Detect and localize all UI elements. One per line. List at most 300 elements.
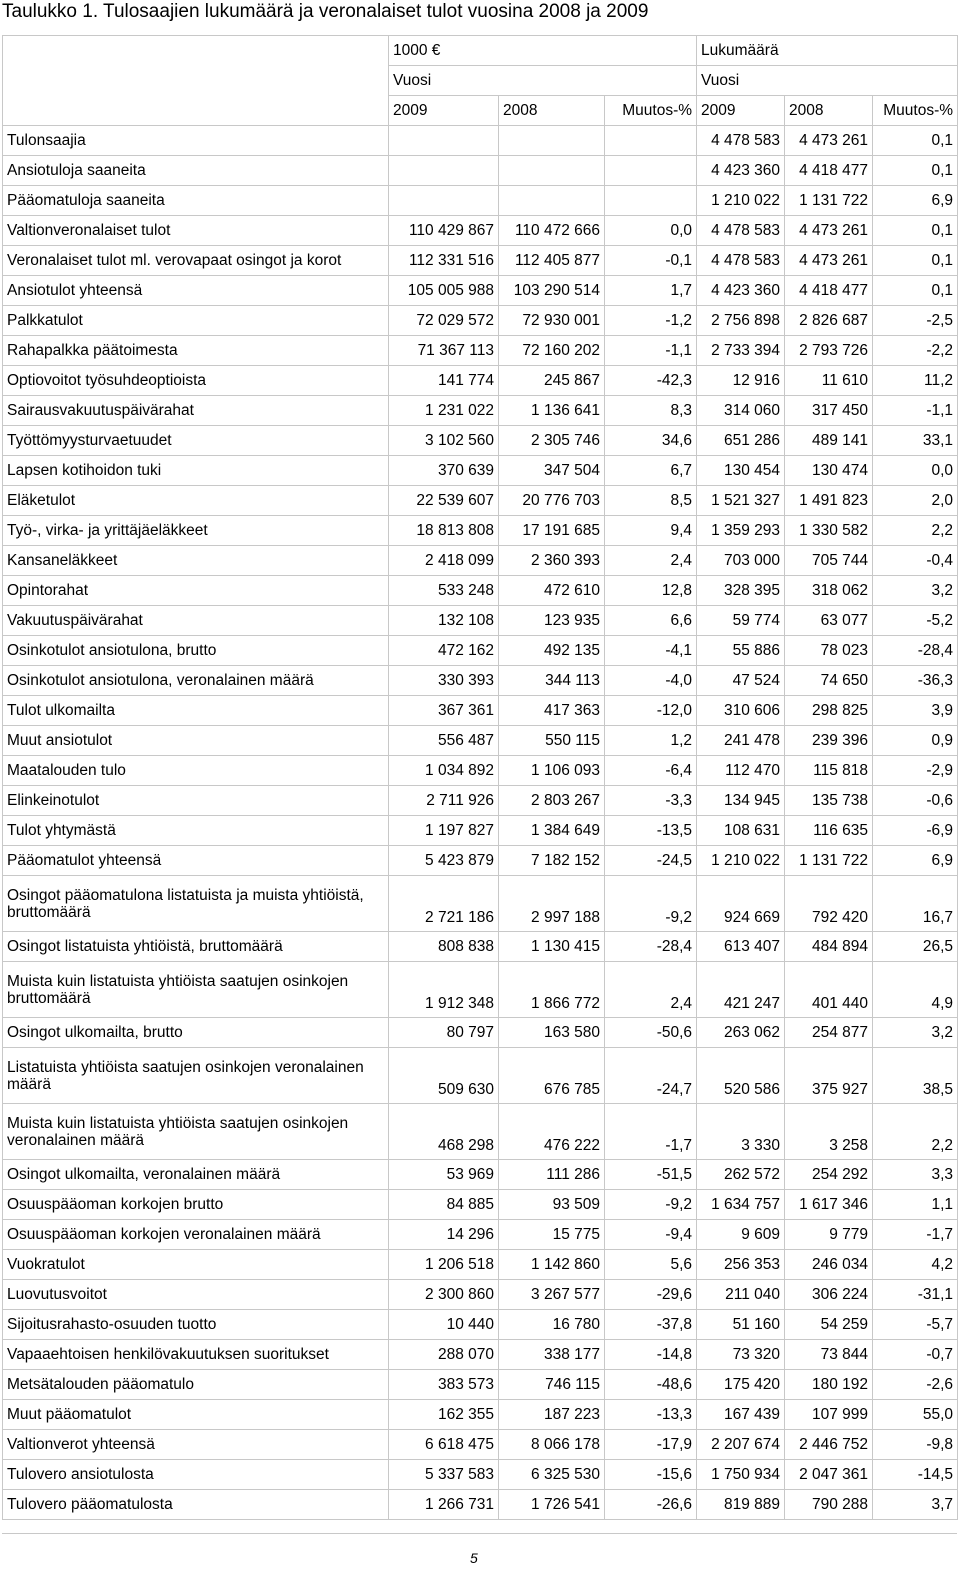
cell-euros-2009: [389, 186, 499, 216]
cell-euros-2008: 2 305 746: [499, 426, 605, 456]
cell-count-2009: 314 060: [697, 396, 785, 426]
cell-count-2009: 59 774: [697, 606, 785, 636]
row-label: Pääomatuloja saaneita: [3, 186, 389, 216]
table-row: [3, 246, 958, 276]
cell-count-2009: 421 247: [697, 962, 785, 1018]
cell-euros-2009: 22 539 607: [389, 486, 499, 516]
cell-euros-change: 0,0: [605, 216, 697, 246]
cell-count-2008: 375 927: [785, 1048, 873, 1104]
cell-euros-change: -1,2: [605, 306, 697, 336]
table-row: [3, 1400, 958, 1430]
cell-count-change: 3,9: [873, 696, 958, 726]
cell-count-change: -9,8: [873, 1430, 958, 1460]
cell-count-2009: 1 521 327: [697, 486, 785, 516]
cell-euros-2008: 492 135: [499, 636, 605, 666]
cell-euros-change: -24,7: [605, 1048, 697, 1104]
table-row: [3, 1104, 958, 1160]
cell-count-2008: 318 062: [785, 576, 873, 606]
cell-euros-2009: [389, 156, 499, 186]
cell-euros-change: -28,4: [605, 932, 697, 962]
table-row: [3, 546, 958, 576]
cell-count-2008: 790 288: [785, 1490, 873, 1520]
cell-count-change: 0,1: [873, 246, 958, 276]
table-row: [3, 306, 958, 336]
statistics-table: [2, 35, 958, 1520]
cell-euros-change: [605, 186, 697, 216]
row-label: Tulonsaajia: [3, 126, 389, 156]
cell-count-2009: 112 470: [697, 756, 785, 786]
table-row: [3, 696, 958, 726]
row-label: Muut pääomatulot: [3, 1400, 389, 1430]
table-row: [3, 216, 958, 246]
cell-euros-change: -13,5: [605, 816, 697, 846]
cell-count-change: 0,0: [873, 456, 958, 486]
cell-count-2009: 328 395: [697, 576, 785, 606]
cell-euros-change: [605, 156, 697, 186]
cell-euros-change: 8,3: [605, 396, 697, 426]
col-header-2009-euros: 2009: [389, 96, 499, 126]
cell-count-change: 4,2: [873, 1250, 958, 1280]
cell-count-2009: 241 478: [697, 726, 785, 756]
cell-count-2008: 489 141: [785, 426, 873, 456]
col-header-change-euros: Muutos-%: [605, 96, 697, 126]
cell-euros-2008: 16 780: [499, 1310, 605, 1340]
cell-count-change: -1,7: [873, 1220, 958, 1250]
cell-euros-change: -1,1: [605, 336, 697, 366]
col-header-2008-count: 2008: [785, 96, 873, 126]
table-row: [3, 666, 958, 696]
cell-euros-2009: 141 774: [389, 366, 499, 396]
cell-euros-2008: 17 191 685: [499, 516, 605, 546]
cell-euros-change: -26,6: [605, 1490, 697, 1520]
row-label: Tulovero ansiotulosta: [3, 1460, 389, 1490]
cell-euros-2009: 367 361: [389, 696, 499, 726]
cell-count-2008: 54 259: [785, 1310, 873, 1340]
cell-count-change: 2,2: [873, 1104, 958, 1160]
cell-count-2009: 3 330: [697, 1104, 785, 1160]
cell-count-change: 0,1: [873, 126, 958, 156]
cell-count-change: -1,1: [873, 396, 958, 426]
cell-euros-2008: 110 472 666: [499, 216, 605, 246]
cell-euros-2008: 1 384 649: [499, 816, 605, 846]
cell-count-change: 3,2: [873, 1018, 958, 1048]
cell-count-2009: 4 478 583: [697, 126, 785, 156]
table-row: [3, 276, 958, 306]
cell-count-2009: 1 634 757: [697, 1190, 785, 1220]
cell-euros-2009: 330 393: [389, 666, 499, 696]
cell-euros-change: 12,8: [605, 576, 697, 606]
cell-count-2009: 613 407: [697, 932, 785, 962]
header-year-label-count: Vuosi: [697, 66, 958, 96]
cell-euros-2008: 417 363: [499, 696, 605, 726]
cell-euros-2009: 72 029 572: [389, 306, 499, 336]
cell-euros-2009: 5 337 583: [389, 1460, 499, 1490]
table-row: [3, 816, 958, 846]
table-row: [3, 1370, 958, 1400]
cell-euros-change: 2,4: [605, 962, 697, 1018]
table-row: [3, 1490, 958, 1520]
cell-count-change: 26,5: [873, 932, 958, 962]
cell-count-2008: 4 473 261: [785, 216, 873, 246]
row-label: Valtionveronalaiset tulot: [3, 216, 389, 246]
cell-count-change: 6,9: [873, 186, 958, 216]
table-row: [3, 1460, 958, 1490]
row-label: Luovutusvoitot: [3, 1280, 389, 1310]
table-row: [3, 426, 958, 456]
table-row: [3, 1310, 958, 1340]
cell-count-change: -28,4: [873, 636, 958, 666]
row-label: Ansiotulot yhteensä: [3, 276, 389, 306]
cell-euros-2008: 1 866 772: [499, 962, 605, 1018]
cell-euros-change: -15,6: [605, 1460, 697, 1490]
cell-count-change: -2,2: [873, 336, 958, 366]
row-label: Tulot ulkomailta: [3, 696, 389, 726]
cell-euros-change: -24,5: [605, 846, 697, 876]
cell-euros-2008: 2 997 188: [499, 876, 605, 932]
cell-euros-2009: 472 162: [389, 636, 499, 666]
row-label: Elinkeinotulot: [3, 786, 389, 816]
cell-count-2009: 4 423 360: [697, 276, 785, 306]
cell-count-2009: 256 353: [697, 1250, 785, 1280]
cell-count-2008: 1 617 346: [785, 1190, 873, 1220]
cell-count-2009: 2 756 898: [697, 306, 785, 336]
cell-euros-2008: 187 223: [499, 1400, 605, 1430]
cell-count-change: 38,5: [873, 1048, 958, 1104]
row-label: Työttömyysturvaetuudet: [3, 426, 389, 456]
cell-euros-2008: 72 160 202: [499, 336, 605, 366]
cell-euros-2009: 112 331 516: [389, 246, 499, 276]
row-label: Rahapalkka päätoimesta: [3, 336, 389, 366]
cell-count-change: -2,6: [873, 1370, 958, 1400]
page-number: 5: [470, 1550, 478, 1566]
row-label: Sairausvakuutuspäivärahat: [3, 396, 389, 426]
row-label: Lapsen kotihoidon tuki: [3, 456, 389, 486]
table-row: [3, 636, 958, 666]
cell-count-2008: 78 023: [785, 636, 873, 666]
cell-euros-2009: 84 885: [389, 1190, 499, 1220]
cell-count-2009: 211 040: [697, 1280, 785, 1310]
cell-euros-2009: 808 838: [389, 932, 499, 962]
cell-count-change: -0,4: [873, 546, 958, 576]
cell-euros-2009: 468 298: [389, 1104, 499, 1160]
cell-count-change: -5,2: [873, 606, 958, 636]
cell-euros-2009: 105 005 988: [389, 276, 499, 306]
cell-count-2009: 47 524: [697, 666, 785, 696]
cell-count-change: 3,7: [873, 1490, 958, 1520]
row-label: Muut ansiotulot: [3, 726, 389, 756]
table-row: [3, 456, 958, 486]
header-row-units: [3, 36, 958, 66]
col-header-change-count: Muutos-%: [873, 96, 958, 126]
cell-euros-2009: 509 630: [389, 1048, 499, 1104]
row-label: Metsätalouden pääomatulo: [3, 1370, 389, 1400]
cell-euros-2009: [389, 126, 499, 156]
cell-euros-2009: 1 266 731: [389, 1490, 499, 1520]
col-header-2009-count: 2009: [697, 96, 785, 126]
cell-count-change: 33,1: [873, 426, 958, 456]
cell-count-2009: 130 454: [697, 456, 785, 486]
cell-count-2009: 108 631: [697, 816, 785, 846]
cell-euros-2009: 14 296: [389, 1220, 499, 1250]
table-row: [3, 1280, 958, 1310]
cell-count-2009: 1 750 934: [697, 1460, 785, 1490]
row-label: Osuuspääoman korkojen veronalainen määrä: [3, 1220, 389, 1250]
table-row: [3, 1018, 958, 1048]
table-row: [3, 336, 958, 366]
cell-euros-2008: 746 115: [499, 1370, 605, 1400]
cell-euros-change: -48,6: [605, 1370, 697, 1400]
cell-count-2008: 9 779: [785, 1220, 873, 1250]
cell-count-2008: 130 474: [785, 456, 873, 486]
cell-count-2008: 239 396: [785, 726, 873, 756]
cell-count-2008: 1 330 582: [785, 516, 873, 546]
cell-count-change: -5,7: [873, 1310, 958, 1340]
row-label: Vakuutuspäivärahat: [3, 606, 389, 636]
cell-count-change: 1,1: [873, 1190, 958, 1220]
cell-count-2008: 63 077: [785, 606, 873, 636]
header-empty-cell: [3, 36, 389, 126]
cell-count-2008: 4 418 477: [785, 276, 873, 306]
cell-count-change: -6,9: [873, 816, 958, 846]
cell-euros-2008: 112 405 877: [499, 246, 605, 276]
row-label: Maatalouden tulo: [3, 756, 389, 786]
cell-count-change: 16,7: [873, 876, 958, 932]
cell-count-2009: 310 606: [697, 696, 785, 726]
cell-euros-2008: 1 130 415: [499, 932, 605, 962]
cell-euros-change: -51,5: [605, 1160, 697, 1190]
cell-euros-2009: 110 429 867: [389, 216, 499, 246]
row-label: Kansaneläkkeet: [3, 546, 389, 576]
cell-count-2009: 1 210 022: [697, 186, 785, 216]
table-row: [3, 786, 958, 816]
cell-count-2008: 792 420: [785, 876, 873, 932]
row-label: Osuuspääoman korkojen brutto: [3, 1190, 389, 1220]
cell-count-2008: 1 131 722: [785, 846, 873, 876]
table-row: [3, 1340, 958, 1370]
cell-count-change: 3,2: [873, 576, 958, 606]
cell-count-2009: 2 733 394: [697, 336, 785, 366]
cell-count-change: -2,5: [873, 306, 958, 336]
cell-euros-2009: 3 102 560: [389, 426, 499, 456]
cell-count-2008: 2 446 752: [785, 1430, 873, 1460]
table-row: [3, 1160, 958, 1190]
table-row: [3, 396, 958, 426]
cell-count-2009: 924 669: [697, 876, 785, 932]
cell-count-change: 6,9: [873, 846, 958, 876]
cell-euros-2009: 556 487: [389, 726, 499, 756]
cell-euros-change: -37,8: [605, 1310, 697, 1340]
cell-count-2009: 703 000: [697, 546, 785, 576]
cell-euros-change: -4,1: [605, 636, 697, 666]
cell-euros-2009: 2 711 926: [389, 786, 499, 816]
row-label: Pääomatulot yhteensä: [3, 846, 389, 876]
cell-euros-2008: 93 509: [499, 1190, 605, 1220]
cell-euros-2008: 344 113: [499, 666, 605, 696]
cell-euros-2009: 533 248: [389, 576, 499, 606]
cell-count-2008: 73 844: [785, 1340, 873, 1370]
cell-count-change: 2,2: [873, 516, 958, 546]
cell-euros-change: 1,7: [605, 276, 697, 306]
cell-euros-2008: 472 610: [499, 576, 605, 606]
cell-euros-2009: 162 355: [389, 1400, 499, 1430]
cell-euros-2009: 1 197 827: [389, 816, 499, 846]
cell-euros-change: -3,3: [605, 786, 697, 816]
cell-count-2009: 175 420: [697, 1370, 785, 1400]
cell-euros-2009: 2 300 860: [389, 1280, 499, 1310]
cell-euros-2008: 103 290 514: [499, 276, 605, 306]
row-label: Osinkotulot ansiotulona, brutto: [3, 636, 389, 666]
cell-euros-change: [605, 126, 697, 156]
cell-count-2008: 2 047 361: [785, 1460, 873, 1490]
cell-euros-2009: 132 108: [389, 606, 499, 636]
cell-euros-change: 6,6: [605, 606, 697, 636]
cell-euros-2009: 1 206 518: [389, 1250, 499, 1280]
cell-count-2008: 2 826 687: [785, 306, 873, 336]
table-row: [3, 516, 958, 546]
cell-euros-change: -6,4: [605, 756, 697, 786]
table-row: [3, 1048, 958, 1104]
row-label: Vuokratulot: [3, 1250, 389, 1280]
cell-euros-2008: 123 935: [499, 606, 605, 636]
cell-euros-2009: 6 618 475: [389, 1430, 499, 1460]
table-row: [3, 186, 958, 216]
table-row: [3, 756, 958, 786]
cell-count-change: 11,2: [873, 366, 958, 396]
footer-divider: [2, 1533, 957, 1534]
cell-euros-2009: 383 573: [389, 1370, 499, 1400]
cell-count-2008: 135 738: [785, 786, 873, 816]
cell-euros-change: -42,3: [605, 366, 697, 396]
cell-count-change: -0,6: [873, 786, 958, 816]
table-row: [3, 1190, 958, 1220]
cell-count-change: -0,7: [873, 1340, 958, 1370]
table-row: [3, 1250, 958, 1280]
cell-count-2009: 2 207 674: [697, 1430, 785, 1460]
row-label: Opintorahat: [3, 576, 389, 606]
cell-count-2009: 134 945: [697, 786, 785, 816]
cell-count-change: 3,3: [873, 1160, 958, 1190]
cell-count-change: 4,9: [873, 962, 958, 1018]
cell-euros-change: 8,5: [605, 486, 697, 516]
cell-euros-change: -14,8: [605, 1340, 697, 1370]
cell-count-2009: 1 359 293: [697, 516, 785, 546]
cell-euros-2008: 2 360 393: [499, 546, 605, 576]
table-row: [3, 486, 958, 516]
cell-count-2009: 4 478 583: [697, 246, 785, 276]
cell-count-2009: 167 439: [697, 1400, 785, 1430]
row-label: Listatuista yhtiöista saatujen osinkojen veronalainen määrä: [3, 1048, 389, 1104]
cell-count-2008: 306 224: [785, 1280, 873, 1310]
cell-euros-2008: 3 267 577: [499, 1280, 605, 1310]
cell-euros-change: -9,2: [605, 876, 697, 932]
cell-euros-2008: 476 222: [499, 1104, 605, 1160]
header-year-label-euros: Vuosi: [389, 66, 697, 96]
cell-count-2009: 1 210 022: [697, 846, 785, 876]
row-label: Työ-, virka- ja yrittäjäeläkkeet: [3, 516, 389, 546]
cell-count-2009: 819 889: [697, 1490, 785, 1520]
cell-count-2009: 651 286: [697, 426, 785, 456]
table-row: [3, 366, 958, 396]
table-row: [3, 576, 958, 606]
cell-euros-2009: 370 639: [389, 456, 499, 486]
cell-count-2008: 254 292: [785, 1160, 873, 1190]
cell-euros-change: -1,7: [605, 1104, 697, 1160]
row-label: Veronalaiset tulot ml. verovapaat osingot ja korot: [3, 246, 389, 276]
cell-count-change: 0,1: [873, 276, 958, 306]
cell-euros-2009: 80 797: [389, 1018, 499, 1048]
row-label: Tulovero pääomatulosta: [3, 1490, 389, 1520]
cell-count-2009: 520 586: [697, 1048, 785, 1104]
cell-euros-2009: 5 423 879: [389, 846, 499, 876]
row-label: Optiovoitot työsuhdeoptioista: [3, 366, 389, 396]
cell-euros-2008: 6 325 530: [499, 1460, 605, 1490]
table-row: [3, 1220, 958, 1250]
cell-euros-2009: 10 440: [389, 1310, 499, 1340]
cell-euros-change: -29,6: [605, 1280, 697, 1310]
cell-count-2008: 484 894: [785, 932, 873, 962]
cell-euros-2008: 338 177: [499, 1340, 605, 1370]
cell-count-2008: 401 440: [785, 962, 873, 1018]
table-row: [3, 846, 958, 876]
cell-euros-2008: 163 580: [499, 1018, 605, 1048]
table-row: [3, 876, 958, 932]
cell-count-change: 55,0: [873, 1400, 958, 1430]
cell-count-2009: 73 320: [697, 1340, 785, 1370]
table-row: [3, 962, 958, 1018]
cell-count-2008: 11 610: [785, 366, 873, 396]
header-group-count: Lukumäärä: [697, 36, 958, 66]
cell-euros-change: -9,2: [605, 1190, 697, 1220]
cell-count-2008: 317 450: [785, 396, 873, 426]
cell-euros-change: 34,6: [605, 426, 697, 456]
cell-count-2009: 12 916: [697, 366, 785, 396]
cell-euros-2009: 2 721 186: [389, 876, 499, 932]
cell-count-2008: 180 192: [785, 1370, 873, 1400]
cell-euros-2008: 20 776 703: [499, 486, 605, 516]
cell-euros-2009: 288 070: [389, 1340, 499, 1370]
row-label: Muista kuin listatuista yhtiöista saatujen osinkojen veronalainen määrä: [3, 1104, 389, 1160]
cell-euros-2009: 1 912 348: [389, 962, 499, 1018]
cell-euros-change: 5,6: [605, 1250, 697, 1280]
cell-euros-change: -0,1: [605, 246, 697, 276]
row-label: Osingot ulkomailta, veronalainen määrä: [3, 1160, 389, 1190]
cell-euros-2008: 1 106 093: [499, 756, 605, 786]
cell-euros-change: -12,0: [605, 696, 697, 726]
cell-count-2008: 3 258: [785, 1104, 873, 1160]
row-label: Palkkatulot: [3, 306, 389, 336]
cell-euros-2008: 676 785: [499, 1048, 605, 1104]
cell-count-2008: 1 491 823: [785, 486, 873, 516]
cell-count-2008: 2 793 726: [785, 336, 873, 366]
cell-count-change: 0,9: [873, 726, 958, 756]
cell-euros-change: 9,4: [605, 516, 697, 546]
table-row: [3, 726, 958, 756]
cell-count-2008: 4 473 261: [785, 246, 873, 276]
cell-count-2009: 262 572: [697, 1160, 785, 1190]
cell-count-change: -36,3: [873, 666, 958, 696]
table-row: [3, 932, 958, 962]
cell-euros-2008: [499, 126, 605, 156]
table-row: [3, 156, 958, 186]
cell-count-change: 0,1: [873, 216, 958, 246]
row-label: Osingot ulkomailta, brutto: [3, 1018, 389, 1048]
cell-count-change: -2,9: [873, 756, 958, 786]
cell-count-2008: 4 473 261: [785, 126, 873, 156]
row-label: Osingot pääomatulona listatuista ja muista yhtiöistä, bruttomäärä: [3, 876, 389, 932]
row-label: Sijoitusrahasto-osuuden tuotto: [3, 1310, 389, 1340]
cell-euros-2009: 1 231 022: [389, 396, 499, 426]
cell-euros-2008: [499, 186, 605, 216]
